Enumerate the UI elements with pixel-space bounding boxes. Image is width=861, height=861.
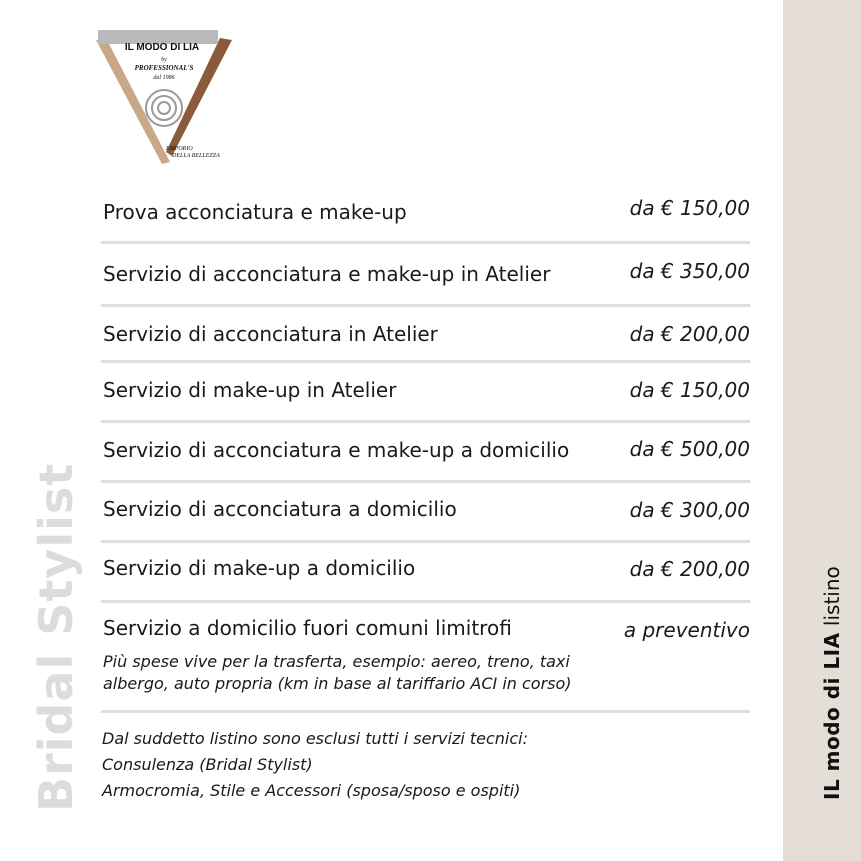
footer-line: Armocromia, Stile e Accessori (sposa/sposo e ospiti) xyxy=(102,781,521,800)
sidebar-title xyxy=(822,566,842,800)
logo-tagline-2: DELLA BELLEZZA xyxy=(172,153,220,159)
side-heading: Bridal Stylist xyxy=(29,462,83,812)
price-row xyxy=(101,363,750,423)
footer-line: Dal suddetto listino sono esclusi tutti i servizi tecnici: xyxy=(102,729,528,748)
service-price: da € 350,00 xyxy=(629,259,750,283)
price-row xyxy=(101,244,750,307)
service-name: Servizio di acconciatura a domicilio xyxy=(103,497,457,521)
service-name: Servizio di make-up a domicilio xyxy=(103,556,416,580)
service-name: Servizio a domicilio fuori comuni limitrofi xyxy=(103,616,512,640)
footer-line: Consulenza (Bridal Stylist) xyxy=(102,755,313,774)
logo-since: dal 1986 xyxy=(153,75,175,81)
logo-brand: IL MODO DI LIA xyxy=(124,42,200,53)
logo-triangle-right xyxy=(166,38,232,156)
service-note xyxy=(103,651,572,695)
price-row xyxy=(101,603,750,713)
service-name: Prova acconciatura e make-up xyxy=(103,200,407,224)
service-name: Servizio di make-up in Atelier xyxy=(103,378,397,402)
logo-triangle-left xyxy=(96,38,170,164)
brand-logo xyxy=(92,26,242,166)
price-list xyxy=(101,188,750,713)
sidebar-word: listino xyxy=(820,566,844,627)
price-row xyxy=(101,483,750,543)
service-note-line: albergo, auto propria (km in base al tariffario ACI in corso) xyxy=(103,674,572,693)
service-price: da € 200,00 xyxy=(629,322,750,346)
service-price: a preventivo xyxy=(623,618,750,642)
logo-company: PROFESSIONAL'S xyxy=(134,64,194,72)
spiral-icon xyxy=(146,90,182,126)
logo-tagline-1: EMPORIO xyxy=(166,146,193,152)
price-row xyxy=(101,188,750,244)
service-name: Servizio di acconciatura in Atelier xyxy=(103,322,438,346)
service-price: da € 300,00 xyxy=(629,498,750,522)
service-price: da € 500,00 xyxy=(629,437,750,461)
price-row xyxy=(101,423,750,483)
sidebar-brand: IL modo di LIA xyxy=(820,632,844,800)
service-name: Servizio di acconciatura e make-up in Atelier xyxy=(103,262,551,286)
logo-by: by xyxy=(161,57,167,63)
service-price: da € 150,00 xyxy=(629,196,750,220)
footer-notes xyxy=(102,726,742,804)
price-row xyxy=(101,307,750,363)
price-row xyxy=(101,543,750,603)
service-price: da € 150,00 xyxy=(629,378,750,402)
service-note-line: Più spese vive per la trasferta, esempio: aereo, treno, taxi xyxy=(103,652,570,671)
service-price: da € 200,00 xyxy=(629,557,750,581)
service-name: Servizio di acconciatura e make-up a domicilio xyxy=(103,438,570,462)
